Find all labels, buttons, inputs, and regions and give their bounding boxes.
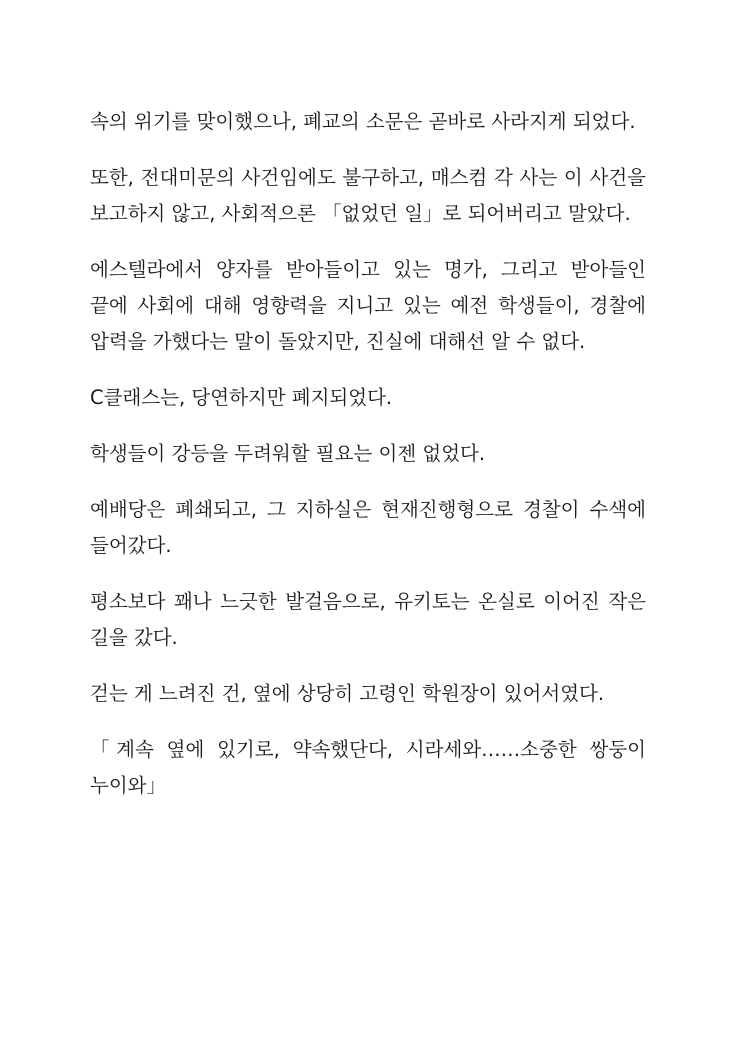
paragraph-7: 평소보다 꽤나 느긋한 발걸음으로, 유키토는 온실로 이어진 작은 길을 갔다.	[90, 590, 646, 649]
paragraph-6: 예배당은 폐쇄되고, 그 지하실은 현재진행형으로 경찰이 수색에 들어갔다.	[90, 498, 646, 557]
paragraph-1: 속의 위기를 맞이했으나, 폐교의 소문은 곧바로 사라지게 되었다.	[90, 110, 636, 133]
paragraph-3: 에스텔라에서 양자를 받아들이고 있는 명가, 그리고 받아들인 끝에 사회에 대해 영향력을 지니고 있는 예전 학생들이, 경찰에 압력을 가했다는 말이 돌았지만, 진실에 대해선 알 수 없다.	[90, 258, 646, 353]
paragraph-9: 「계속 옆에 있기로, 약속했단다, 시라세와……소중한 쌍둥이 누이와」	[90, 738, 646, 797]
document-page	[90, 104, 646, 824]
paragraph-5: 학생들이 강등을 두려워할 필요는 이젠 없었다.	[90, 442, 486, 465]
paragraph-2: 또한, 전대미문의 사건임에도 불구하고, 매스컴 각 사는 이 사건을 보고하지 않고, 사회적으론 「없었던 일」로 되어버리고 말았다.	[90, 166, 646, 225]
paragraph-4: C클래스는, 당연하지만 폐지되었다.	[90, 386, 393, 409]
paragraph-8: 걷는 게 느려진 건, 옆에 상당히 고령인 학원장이 있어서였다.	[90, 682, 605, 705]
